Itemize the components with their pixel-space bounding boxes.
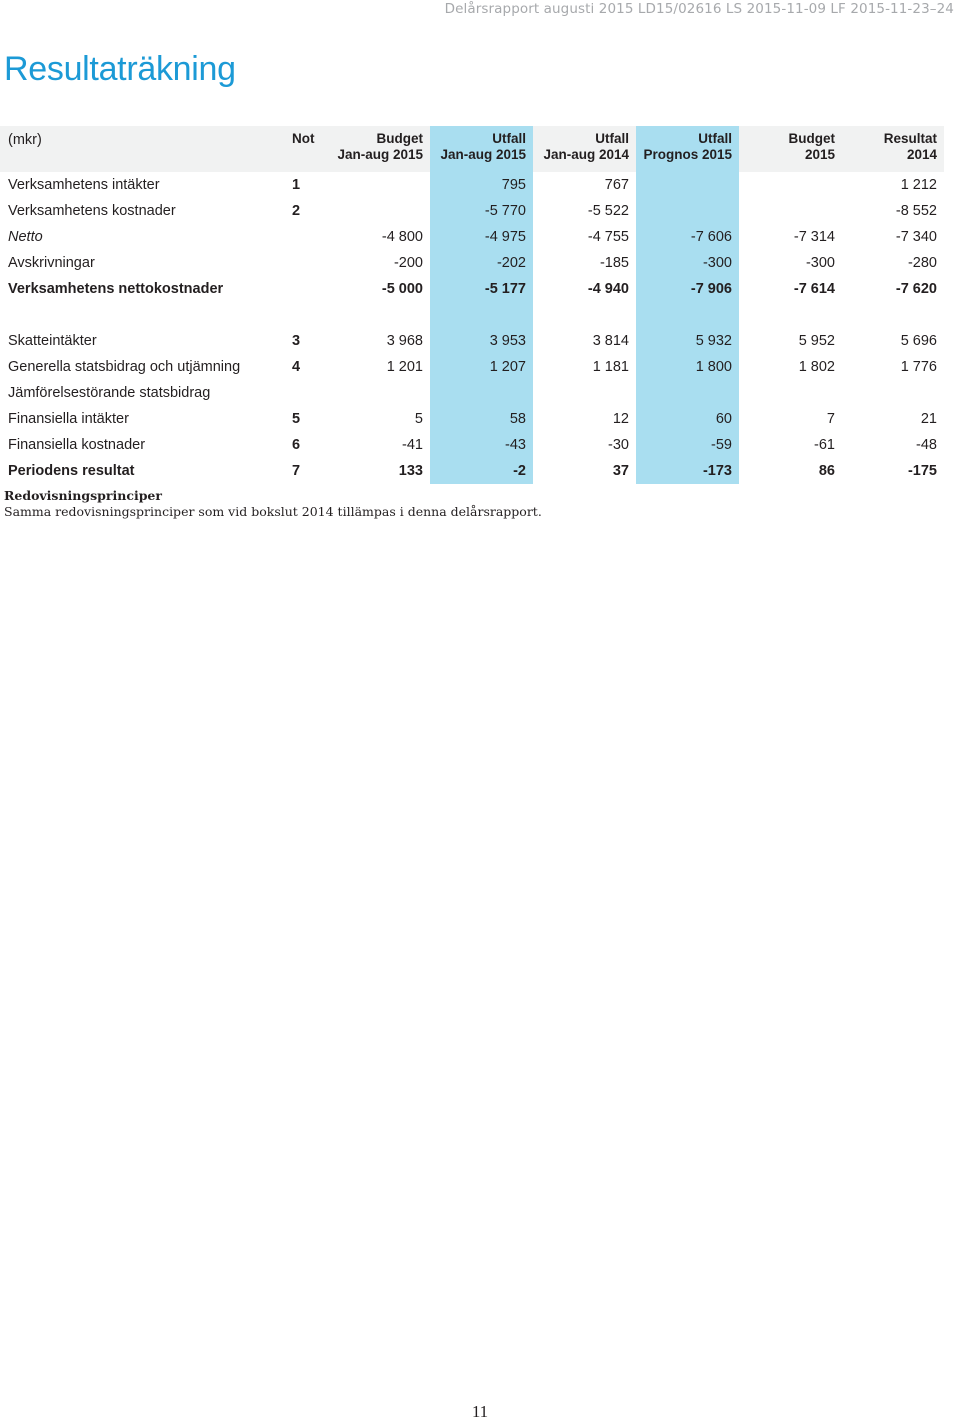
cell-value: -300	[636, 250, 739, 276]
table-row	[0, 276, 944, 302]
table-row	[0, 224, 944, 250]
principles-heading: Redovisningsprinciper	[4, 488, 162, 503]
cell-value: -4 975	[430, 224, 533, 250]
cell-value: 3 968	[386, 333, 423, 349]
table-row	[0, 172, 944, 198]
cell-value: 1 800	[636, 354, 739, 380]
cell-value: -5 000	[381, 281, 423, 297]
cell-value: 12	[612, 411, 629, 427]
cell-value	[324, 380, 430, 406]
cell-value: -300	[805, 255, 835, 271]
row-note: 6	[292, 437, 301, 453]
row-note: 3	[292, 333, 301, 349]
cell-value: -7 314	[793, 229, 835, 245]
cell-value: 5	[414, 411, 423, 427]
cell-value	[636, 380, 739, 406]
cell-value	[636, 198, 739, 224]
column-header-utfall-prognos-2015: Utfall Prognos 2015	[636, 126, 739, 172]
row-label: Generella statsbidrag och utjämning	[8, 359, 241, 375]
cell-value: -48	[916, 437, 937, 453]
cell-value: -7 614	[793, 281, 835, 297]
table-row	[0, 380, 944, 406]
cell-value	[739, 380, 842, 406]
row-note	[284, 276, 324, 302]
table-row	[0, 354, 944, 380]
page-title: Resultaträkning	[4, 49, 236, 88]
page-number: 11	[471, 1402, 489, 1421]
cell-value: -30	[608, 437, 629, 453]
cell-value: 1 212	[900, 177, 937, 193]
cell-value: 795	[430, 172, 533, 198]
cell-value: -4 755	[587, 229, 629, 245]
principles-text: Samma redovisningsprinciper som vid bokslut 2014 tillämpas i denna delårsrapport.	[4, 504, 542, 519]
cell-value	[842, 380, 944, 406]
table-header-row	[0, 126, 944, 172]
cell-value: 1 207	[430, 354, 533, 380]
cell-value: 5 696	[900, 333, 937, 349]
cell-value: 1 802	[798, 359, 835, 375]
row-label: Periodens resultat	[8, 463, 135, 479]
row-note: 7	[292, 463, 301, 479]
row-label: Verksamhetens kostnader	[8, 203, 176, 219]
row-label: Avskrivningar	[8, 255, 95, 271]
cell-value: -43	[430, 432, 533, 458]
cell-value	[324, 198, 430, 224]
cell-value: 58	[430, 406, 533, 432]
accounting-principles	[4, 488, 542, 520]
table-row	[0, 198, 944, 224]
cell-value: -7 606	[636, 224, 739, 250]
row-note	[284, 250, 324, 276]
cell-value: -2	[430, 458, 533, 484]
cell-value: 5 952	[798, 333, 835, 349]
cell-value: 3 814	[592, 333, 629, 349]
row-note: 2	[292, 203, 301, 219]
column-header-utfall-janaug-2015: Utfall Jan-aug 2015	[430, 126, 533, 172]
cell-value: -59	[636, 432, 739, 458]
cell-value: 60	[636, 406, 739, 432]
column-header-not: Not	[284, 126, 324, 172]
cell-value: -4 800	[381, 229, 423, 245]
cell-value: 5 932	[636, 328, 739, 354]
row-label: Finansiella kostnader	[8, 437, 146, 453]
document-reference: Delårsrapport augusti 2015 LD15/02616 LS 2015-11-09 LF 2015-11-23–24	[444, 1, 954, 17]
row-label: Jämförelsestörande statsbidrag	[8, 385, 211, 401]
cell-value: -41	[402, 437, 423, 453]
income-statement-table	[0, 126, 944, 484]
cell-value	[533, 380, 636, 406]
row-label: Verksamhetens nettokostnader	[8, 281, 224, 297]
cell-value: -5 770	[430, 198, 533, 224]
row-note: 5	[292, 411, 301, 427]
row-label: Finansiella intäkter	[8, 411, 129, 427]
cell-value	[636, 172, 739, 198]
cell-value: 767	[604, 177, 629, 193]
cell-value: -7 340	[895, 229, 937, 245]
row-label: Netto	[8, 229, 43, 245]
cell-value: -61	[814, 437, 835, 453]
cell-value: -202	[430, 250, 533, 276]
cell-value: -280	[907, 255, 937, 271]
row-label: Skatteintäkter	[8, 333, 97, 349]
cell-value: 1 181	[592, 359, 629, 375]
cell-value	[739, 172, 842, 198]
column-header-resultat-2014: Resultat 2014	[842, 126, 944, 172]
row-note: 4	[292, 359, 301, 375]
row-note	[284, 224, 324, 250]
cell-value: -8 552	[895, 203, 937, 219]
cell-value	[324, 172, 430, 198]
cell-value: -175	[907, 463, 937, 479]
cell-value: -200	[393, 255, 423, 271]
row-note: 1	[292, 177, 301, 193]
cell-value	[739, 198, 842, 224]
table-row	[0, 406, 944, 432]
cell-value	[430, 380, 533, 406]
cell-value: -7 906	[636, 276, 739, 302]
column-header-utfall-janaug-2014: Utfall Jan-aug 2014	[533, 126, 636, 172]
row-note	[284, 380, 324, 406]
cell-value: -5 522	[587, 203, 629, 219]
cell-value: -4 940	[587, 281, 629, 297]
cell-value: -173	[636, 458, 739, 484]
table-row	[0, 432, 944, 458]
row-label: Verksamhetens intäkter	[8, 177, 160, 193]
cell-value: 37	[612, 463, 629, 479]
cell-value: 1 776	[900, 359, 937, 375]
column-header-budget-janaug-2015: Budget Jan-aug 2015	[324, 126, 430, 172]
cell-value: 1 201	[386, 359, 423, 375]
spacer-row	[0, 302, 944, 328]
table-row	[0, 250, 944, 276]
cell-value: 86	[818, 463, 835, 479]
table-row	[0, 328, 944, 354]
column-header-unit: (mkr)	[0, 126, 284, 172]
cell-value: -5 177	[430, 276, 533, 302]
cell-value: 21	[920, 411, 937, 427]
table-row	[0, 458, 944, 484]
cell-value: 133	[398, 463, 423, 479]
cell-value: -7 620	[895, 281, 937, 297]
cell-value: -185	[599, 255, 629, 271]
column-header-budget-2015: Budget 2015	[739, 126, 842, 172]
cell-value: 3 953	[430, 328, 533, 354]
cell-value: 7	[826, 411, 835, 427]
